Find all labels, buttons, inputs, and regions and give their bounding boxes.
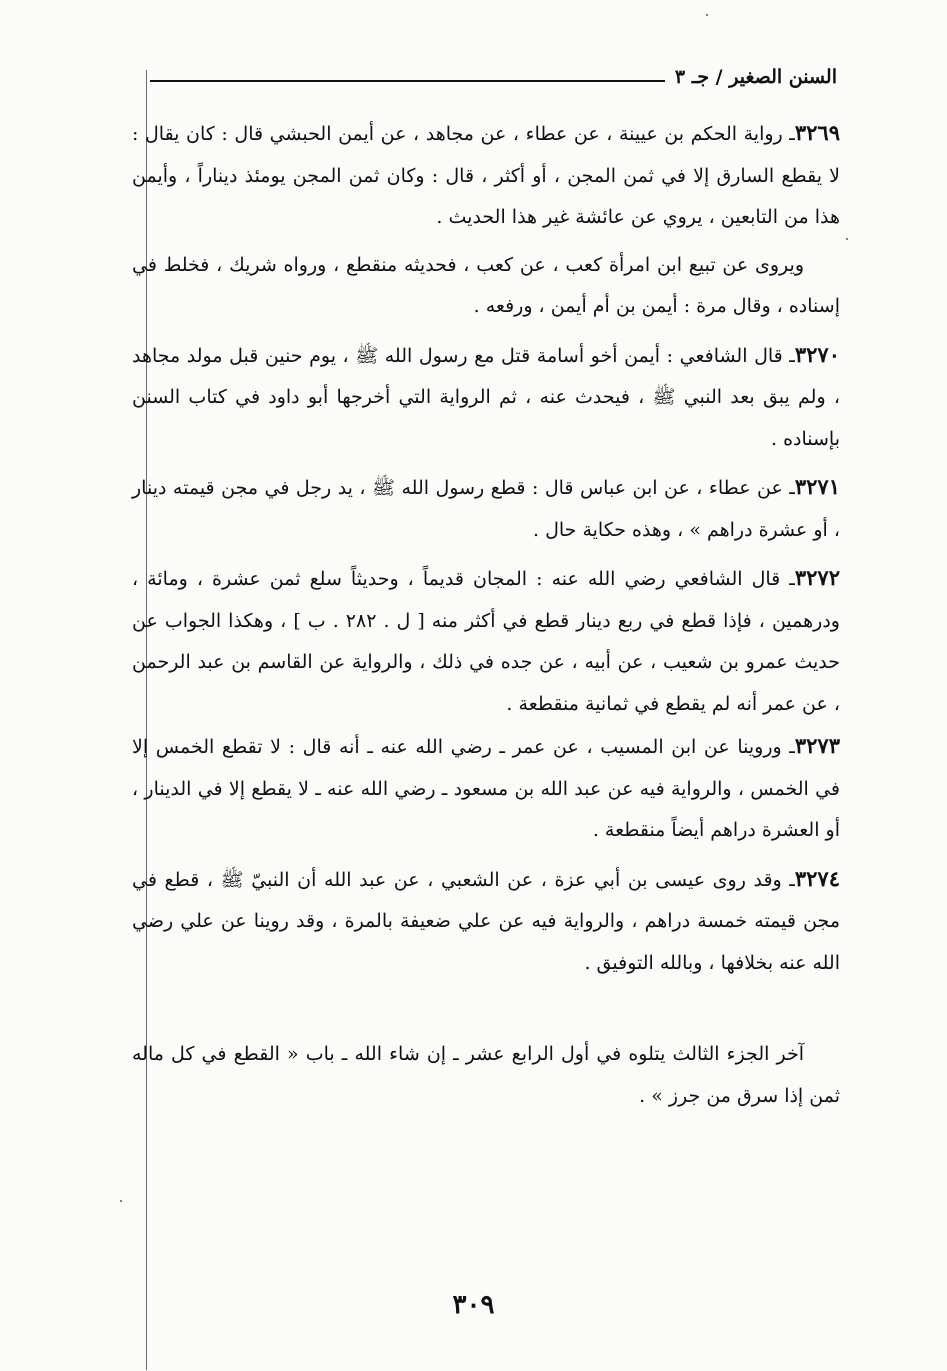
hadith-text: ـ رواية الحكم بن عيينة ، عن عطاء ، عن مجاهد ، عن أيمن الحبشي قال : كان يقال : لا يقطع السارق إلا في ثمن المجن ، أو أكثر ، قال : وكان ثمن المجن يومئذ ديناراً ، وأيمن هذا من التابعين ، يروي عن عائشة غير هذا الحديث . xyxy=(132,123,840,228)
hadith-number: ٣٢٧٠ xyxy=(794,341,840,367)
hadith-text: ـ عن عطاء ، عن ابن عباس قال : قطع رسول الله ﷺ ، يد رجل في مجن قيمته دينار ، أو عشرة دراهم » ، وهذه حكاية حال . xyxy=(132,477,840,541)
running-header xyxy=(150,62,837,88)
hadith-number: ٣٢٧٤ xyxy=(794,865,840,891)
hadith-number: ٣٢٧١ xyxy=(794,474,840,499)
hadith-text: ويروى عن تبيع ابن امرأة كعب ، عن كعب ، فحديثه منقطع ، ورواه شريك ، فخلط في إسناده ، وقال مرة : أيمن بن أم أيمن ، ورفعه . xyxy=(132,253,840,317)
hadith-text: ـ وقد روى عيسى بن أبي عزة ، عن الشعبي ، عن عبد الله أن النبيّ ﷺ ، قطع في مجن قيمته خمسة دراهم ، والرواية فيه عن علي ضعيفة بالمرة ، وقد روينا عن علي رضي الله عنه بخلافها ، وبالله التوفيق . xyxy=(132,868,840,974)
hadith-text: ـ قال الشافعي رضي الله عنه : المجان قديماً ، وحديثاً سلع ثمن عشرة ، ومائة ، ودرهمين ، فإذا قطع في ربع دينار قطع في أكثر منه [ ل . ٢٨٢ . ب ] ، وهكذا الجواب عن حديث عمرو بن شعيب ، عن أبيه ، عن جده في ذلك ، والرواية عن القاسم بن عبد الرحمن ، عن عمر أنه لم يقطع في ثمانية منقطعة . xyxy=(132,568,840,715)
hadith-number: ٣٢٧٣ xyxy=(794,733,840,758)
header-rule xyxy=(150,80,665,82)
hadith-3271 xyxy=(132,466,840,551)
hadith-3270 xyxy=(132,334,840,461)
hadith-number: ٣٢٦٩ xyxy=(794,120,840,145)
hadith-3274 xyxy=(132,858,840,985)
hadith-number: ٣٢٧٢ xyxy=(794,565,840,590)
hadith-3272 xyxy=(132,557,840,725)
scan-speck xyxy=(846,238,848,240)
hadith-3273 xyxy=(132,725,840,852)
hadith-text: ـ قال الشافعي : أيمن أخو أسامة قتل مع رسول الله ﷺ ، يوم حنين قبل مولد مجاهد ، ولم يبق بعد النبي ﷺ ، فيحدث عنه ، ثم الرواية التي أخرجها أبو داود في كتاب السنن بإسناده . xyxy=(132,344,840,450)
closing-note: آخر الجزء الثالث يتلوه في أول الرابع عشر ـ إن شاء الله ـ باب « القطع في كل ماله ثمن إذا سرق من جرز » . xyxy=(132,1043,840,1107)
hadith-text: ـ وروينا عن ابن المسيب ، عن عمر ـ رضي الله عنه ـ أنه قال : لا تقطع الخمس إلا في الخمس ، والرواية فيه عن عبد الله بن مسعود ـ رضي الله عنه ـ لا يقطع إلا في الدينار ، أو العشرة دراهم أيضاً منقطعة . xyxy=(132,736,840,841)
scan-speck xyxy=(706,14,708,16)
book-title: السنن الصغير / جـ ٣ xyxy=(674,66,837,88)
page-number: ٣٠٩ xyxy=(452,1290,495,1320)
scan-speck xyxy=(120,1200,122,1202)
page-body xyxy=(132,112,840,1117)
hadith-3269-continuation xyxy=(132,245,840,328)
hadith-3269 xyxy=(132,112,840,239)
